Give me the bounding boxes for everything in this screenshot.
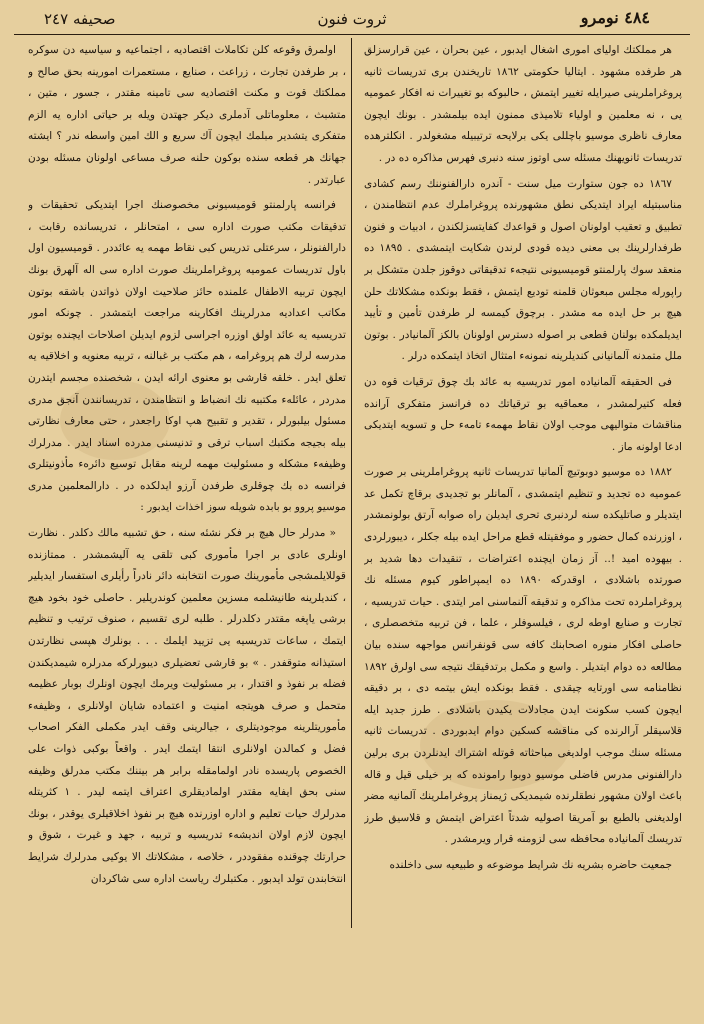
paragraph: جمعيت حاضره بشريه نك شرايط موضوعه و طبيعيه سی داخلنده: [389, 858, 672, 871]
paragraph: « مدرلر حال هيچ بر فكر نشئه سنه ، حق تشبيه مالك دكلدر . نظارت اونلری عادی بر اجرا مأموری كبی تلقی يه آليشمشدر . ممتازنده قوللايلمشجی مأمورينك صورت انتخابنه دائر نادراً رأيلری استفسار ايديلير ، كنديلرينه طانيشلمه مسزين معلمين كوندريلير . حاصلی خود بخود هيچ برشی ياپغه مقتدر دكلدرلر . طلبه لری تقسيم ، صنوف ترتيب و تنظيم ايتمك ، ساعات تدريسيه يی تزييد ايلمك . . . بونلرك هپسی نظارتدن استيذانه متوقفدر . » بو قارشی تعضيلری ديبورلركه مدرلره شيمديكندن فضله بر نفوذ و اقتدار ، بر مسئوليت ويرمك ايچون اونلرك بوبار عظيمه متحمل و صرف هويتجه امنيت و اعتماده شايان اولانلری ، وظيفهء مأموريتلرينه موجوديتلری ، جيالرينی وقف ايدر مكملی الفكر اصحاب فضل و كمالدن اولانلری انتقا ايتمك ايدر . واقعاً بوكبی ذوات على الخصوص پاريسده نادر اولمامقله برابر هر بيننك مكتب مدرلق وظيفه سنی بحق ايفايه مقتدر اولماديقلری اعتراف ايتمه ليدر . ١ كثريتله مدرلرك حيات تعليم و اداره اوزرنده هيچ بر نفوذ اخلاقيلری يوقدر ، بونك ايچون لازم اولان انديشهء تدريسيه و تربيه ، جهد و غيرت ، شوق و حرارتك چوقنده مفقوددر ، خلاصه ، مشكلاتك الا يوكيی مدرلرك شرايط انتخابندن تولد ايدبور . مكتبلرك رياست اداره سی شاكردان: [28, 527, 346, 885]
text-column-right: [364, 40, 682, 970]
page-header: [14, 4, 690, 35]
paragraph: اولمرق وقوعه كلن تكاملات اقتصاديه ، اجتماعيه و سياسيه دن سوكره ، بر طرفدن تجارت ، زراعت ، صنايع ، مستعمرات امورينه بحق صالح و مملكتك قوت و مكنت اقتصاديه سی تامينه مقتدر ، جسور ، متين ، متشبث ، معلوماتلی آدملری ديكر جهتدن ويله بر حياتی اداره يه الزم متفكری يتشدير مبلمك ايچون آك سريع و الك امين واسطه ندر ؟ ايشته جهانك هر قطعه سنده بوكون حلنه صرف مساعی اولونان مسئله بودن عبارتدر .: [28, 44, 346, 186]
paragraph: ١٨٨٢ ده موسيو دوبوتيچ آلمانيا تدريسات ثانيه پروغراملرينی بر صورت عموميه ده تجديد و تنظيم ايتمشدی ، آلمانلر بو تجديدی برقاچ تكمل عد ايتديلر و صاتليكده سنه لردنبری تحری ايديلن راه صوابه آرتق بولونمشدر ، اوزرنده كمال حضور و موفقيتله قطع مراحل ايده بيله جكلر ، ديبورلردی . بيهوده اميد !.. آز زمان ايچنده اعتراضات ، تنقيدات دها شديد بر صورتده باشلادی ، اوقدركه ١٨٩٠ ده ايمپراطور كيوم مسئله نك پروغراملرده تحت مذاكره و تدقيقه آلنماسنی امر ايتدی . حيات تدريسيه ، تجارت و صنايع اوطه لری ، فيلسوفلر ، علما ، فن تربيه متخصصلری ، حاصلی افكار منوره اصحابنك كافه سی قونفرانس مواجهه سنده بيان مطالعه ده دوام ايتديلر . واسع و مكمل برتدقيقك نتيجه سی اولرق ١٨٩٢ نظامنامه سی اورتايه چيقدی . فقط بونكده ايش بيتمه دی ، بر دقيقه ايچون كسب سكونت ايدن مجادلات يكيدن باشلادی . طرز جديد ايله قلاسيقلر آرالرنده كی مناقشه كسكين دوام ايدبوردی . تدريسات ثانيه مسئله سنك موجب اولديغی مباحثاته قوتله اشتراك ايدنلردن بری برلين دارالفنونی مدرس فاضلی موسيو دوبوا رامونده که بر خيلی قيل و قاله باعث اولان مشهور نطقلرنده شيمديكی ژيمناز پروغراملرينك آلمانيه مضر اولديغنی بالطبع بو آمريقا اصوليه شدتاً اعتراض ايتمش و قلاسيق طرز تدريسك آلمانياده محافظه سی لزومنه قرار ويرمشدر .: [364, 466, 682, 846]
text-column-left: [28, 40, 346, 945]
paragraph: فرانسه پارلمنتو قوميسيونی مخصوصنك اجرا ايتديكی تحقيقات و تدقيقات مكتب صورت اداره سی ، امتحانلر ، تدريسانده رقابت ، دارالفنونلر ، سرعتلی تدريس كبی نقاط مهمه يه عائددر . قوميسيون اول باول تدريسات عموميه پروغراملرينك صورت اداره سی اله آلهرق بونك ايچون تربيه الاطفال علمنده حائز صلاحيت اولان ذواتدن باشقه بوتون مكاتب اعداديه مدرلرينك افكارينه مراجعت ايتمشدر . چونكه امور تدريسيه يه عائد اولق اوزره اجراسی لزوم ايديلن اصلاحات ايچنده بوتون مدرسه لرك هم پروغرامه ، هم مكتب بر غبالنه ، تربيه معنويه و اخلاقيه يه تعلق ايدر . خلقه قارشی بو معنوی ارائه ايدن ، شخصنده مجسم ايتدرن مدردر ، عائلهء مكتبيه نك انضباط و انتظامندن ، تدريسانندن آنجق مدری مسئول بيلبورلر ، تقدير و تقبيح هپ اوكا راجعدر ، حتی معارف نظارتی بيله بجيجه مكتبك اسباب ترقی و تدنيسنی مدرده اسناد ايدر . مدرلرك وظيفهء مشكله و مسئوليت مهمه لرينه مقابل توسيع دائرهء مأذونيتلری فرانسه ده بك چوقلری طرفدن آرزو ايدلكده در . دارالمعلمين مدری موسيو پروو بو بابده شويله سوز اخذات ايدبور :: [28, 199, 346, 514]
page-number-label: صحيفه ٢٤٧: [44, 10, 116, 28]
paragraph: فی الحقيقه آلمانياده امور تدريسيه به عائد بك چوق ترقيات قوه دن فعله كتيرلمشدر ، معماقيه بو ترقياتك ده فرانسز متفكری آرانده مناقشات متواليهی موجب اولان نقاط مهمهء تامهء حل و تسويه ايتديكی ادعا اولونه ماز .: [364, 375, 682, 453]
issue-number-label: ٤٨٤ نومرو: [580, 8, 650, 27]
paragraph: هر مملكتك اوليای اموری اشغال ايدبور ، عين بحران ، عين قرارسزلق هر طرفده مشهود . ايتاليا حكومتی ١٨٦٢ تاريخندن بری تدريسات ثانيه پروغراملرينی صيرايله تغيير ايتمش ، حالبوكه بو تغييرات نه افكار عموميه يی ، نه معلمين و اولياء تلاميذی ممنون ايده بيلمشدر . بونك ايچون معارف ناظری موسيو باچللی يكی برلايحه ترتيبيله مشغولدر . انكلترهده تدريسات ثانويهنك مسئله سی اوتوز سنه دنبری فهرس مذاكره ده در .: [364, 44, 682, 164]
journal-title: ثروت فنون: [317, 10, 387, 28]
paragraph: ١٨٦٧ ده جون ستوارت ميل سنت - آندره دارالفنوننك رسم كشادی مناسبتيله ايراد ايتديكی نطق مشهورنده پروغراملرك عدم انتظامندن ، تطبيق و تعقيب اولونان اصول و قواعدك كفايتسزلكندن ، ادبيات و فنون طرفدارلرينك بی معنی ديده قودی لرندن شكايت ايتمشدی . ١٨٩٥ ده منعقد سوك پارلمنتو قوميسيونی نتيجهء تدقيقاتی دوقوز جلدن متشكل بر راپورله مجلس مبعوثان قلمنه توديع ايتمش ، فقط بونكده مشكلاتك حلن هيچ بر حل ايده مه مشدر . برچوق كيمسه لر طرفدن تأمين و تأييد ايديلمكده بولنان قطعی بر اصوله دسترس اولونان بالكز آلمانيادر . بوتون ملل متمدنه آلمانيانی كنديلرينه نمونهء امتثال اتخاذ ايتمكده درلر .: [364, 177, 682, 363]
column-divider: [351, 38, 352, 928]
